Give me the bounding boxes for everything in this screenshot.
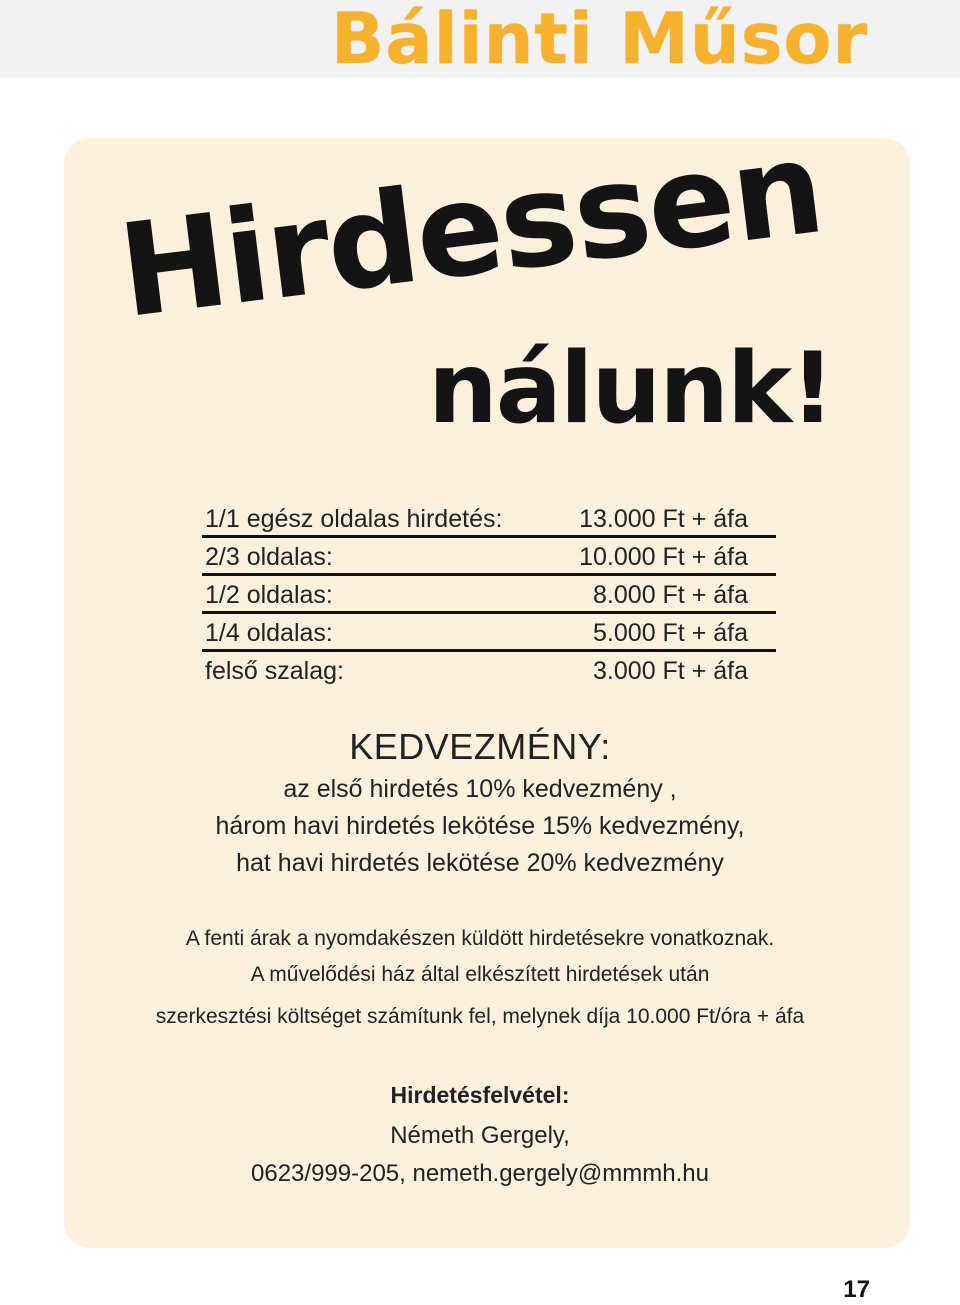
contact-details: 0623/999-205, nemeth.gergely@mmmh.hu — [251, 1160, 709, 1187]
discount-title: KEDVEZMÉNY: — [349, 726, 611, 767]
price-list — [202, 500, 776, 690]
price-label: 2/3 oldalas: — [205, 543, 333, 571]
headline-line-1: Hirdessen — [111, 113, 830, 347]
price-value: 5.000 Ft + áfa — [593, 619, 748, 647]
price-value: 13.000 Ft + áfa — [579, 505, 748, 533]
contact-title: Hirdetésfelvétel: — [390, 1082, 570, 1108]
price-label: 1/4 oldalas: — [205, 619, 333, 647]
price-label: felső szalag: — [205, 657, 344, 685]
page-number: 17 — [843, 1276, 870, 1303]
price-row — [202, 614, 776, 652]
price-row — [202, 538, 776, 576]
discount-line: hat havi hirdetés lekötése 20% kedvezmény — [236, 849, 724, 877]
price-label: 1/2 oldalas: — [205, 581, 333, 609]
headline-line-2: nálunk! — [428, 332, 833, 446]
pricing-note: A fenti árak a nyomdakészen küldött hirdetésekre vonatkoznak. — [185, 927, 775, 950]
pricing-note: A művelődési ház által elkészített hirdetések után — [250, 963, 710, 986]
pricing-note: szerkesztési költséget számítunk fel, melynek díja 10.000 Ft/óra + áfa — [155, 1005, 805, 1028]
price-row — [202, 652, 776, 690]
discount-line: az első hirdetés 10% kedvezmény , — [283, 775, 677, 803]
price-row — [202, 500, 776, 538]
discount-line: három havi hirdetés lekötése 15% kedvezmény, — [215, 812, 745, 840]
brand-title: Bálinti Műsor — [330, 0, 868, 80]
contact-name: Németh Gergely, — [390, 1122, 570, 1149]
price-value: 3.000 Ft + áfa — [593, 657, 748, 685]
price-value: 8.000 Ft + áfa — [593, 581, 748, 609]
price-row — [202, 576, 776, 614]
price-label: 1/1 egész oldalas hirdetés: — [205, 505, 503, 533]
price-value: 10.000 Ft + áfa — [579, 543, 748, 571]
